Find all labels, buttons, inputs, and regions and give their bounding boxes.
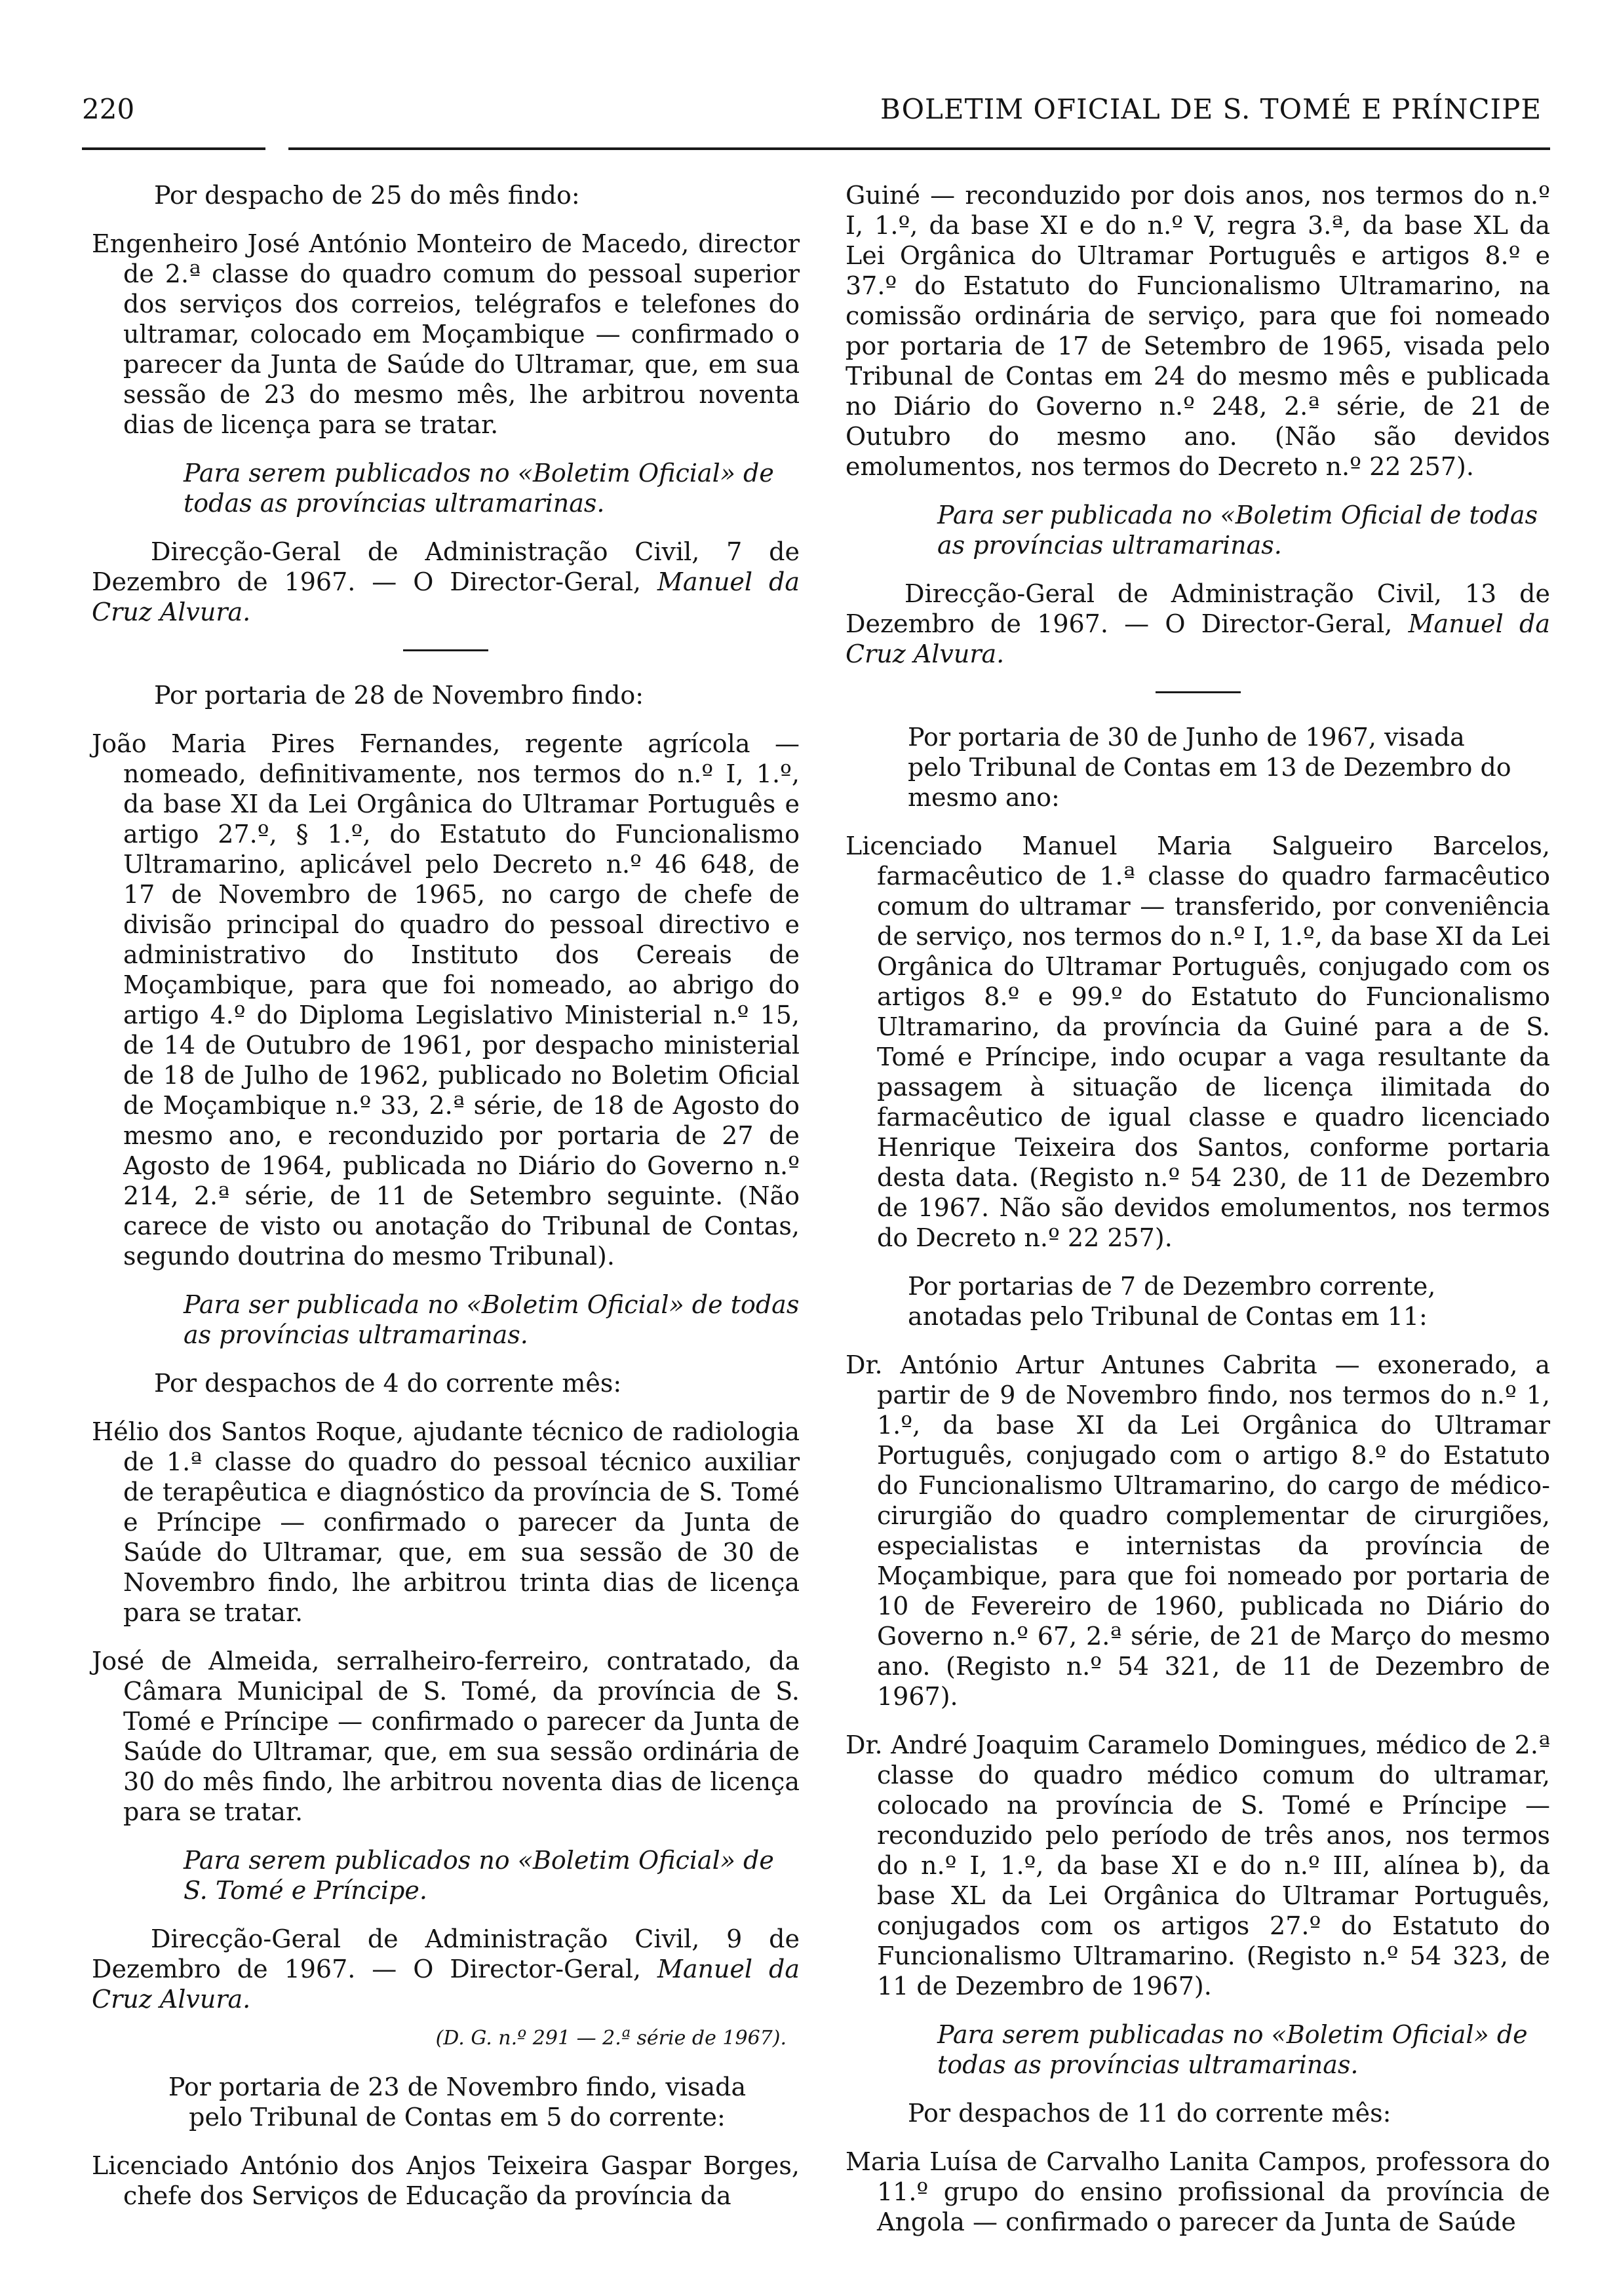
publication-note: Para ser publicada no «Boletim Oficial de todas as províncias ultramarinas. (937, 501, 1538, 560)
appointment-entry: Engenheiro José António Monteiro de Macedo, director de 2.ª classe do quadro comum do pessoal superior dos serviços dos correios, telégrafos e telefones do ultramar, colocado em Moçambique — confirmado o parecer da Junta de Saúde do Ultramar, que, em sua sessão de 23 do mesmo mês, lhe arbitrou noventa dias de licença para se tratar. (92, 229, 800, 439)
signature-text: Direcção-Geral de Administração Civil, 9 de Dezembro de 1967. — O Director-Geral, (92, 1924, 800, 1983)
section-intro: Por despachos de 4 do corrente mês: (154, 1369, 622, 1398)
right-column (846, 180, 1550, 2255)
section-intro: Por portaria de 28 de Novembro findo: (154, 681, 644, 710)
section-intro: Por portarias de 7 de Dezembro corrente, anotadas pelo Tribunal de Contas em 11: (908, 1272, 1436, 1331)
signature-name: Manuel da Cruz Alvura. (92, 1955, 800, 2014)
appointment-entry: Licenciado António dos Anjos Teixeira Gaspar Borges, chefe dos Serviços de Educação da província da (92, 2151, 800, 2210)
signature-name: Manuel da Cruz Alvura. (92, 567, 800, 626)
journal-title: BOLETIM OFICIAL DE S. TOMÉ E PRÍNCIPE (880, 93, 1542, 125)
appointment-entry: Dr. António Artur Antunes Cabrita — exonerado, a partir de 9 de Novembro findo, nos termos do n.º 1, 1.º, da base XI da Lei Orgânica do Ultramar Português, conjugado com o artigo 8.º do Estatuto do Funcionalismo Ultramarino, do cargo de médico-cirurgião do quadro complementar de cirurgiões, especialistas e internistas da província de Moçambique, para que foi nomeado por portaria de 10 de Fevereiro de 1960, publicada no Diário do Governo n.º 67, 2.ª série, de 21 de Março do mesmo ano. (Registo n.º 54 321, de 11 de Dezembro de 1967). (846, 1350, 1550, 1711)
source-reference: (D. G. n.º 291 — 2.ª série de 1967). (435, 2027, 787, 2050)
appointment-entry: Licenciado Manuel Maria Salgueiro Barcelos, farmacêutico de 1.ª classe do quadro farmacêutico comum do ultramar — transferido, por conveniência de serviço, nos termos do n.º I, 1.º, da base XI da Lei Orgânica do Ultramar Português, conjugado com os artigos 8.º e 99.º do Estatuto do Funcionalismo Ultramarino, da província da Guiné para a de S. Tomé e Príncipe, indo ocupar a vaga resultante da passagem à situação de licença ilimitada do farmacêutico de igual classe e quadro licenciado Henrique Teixeira dos Santos, conforme portaria desta data. (Registo n.º 54 230, de 11 de Dezembro de 1967. Não são devidos emolumentos, nos termos do Decreto n.º 22 257). (846, 832, 1550, 1252)
section-intro: Por despacho de 25 do mês findo: (154, 181, 580, 210)
section-intro: Por portaria de 30 de Junho de 1967, visada pelo Tribunal de Contas em 13 de Dezembro do mesmo ano: (908, 723, 1511, 812)
publication-note: Para serem publicados no «Boletim Oficial» de S. Tomé e Príncipe. (184, 1846, 774, 1905)
page-number: 220 (82, 93, 135, 125)
signature-text: Direcção-Geral de Administração Civil, 13 de Dezembro de 1967. — O Director-Geral, (846, 579, 1550, 638)
section-intro: Por despachos de 11 do corrente mês: (908, 2099, 1391, 2128)
header-rule-long (288, 147, 1550, 150)
left-column (92, 180, 800, 2229)
signature-name: Manuel da Cruz Alvura. (846, 609, 1550, 668)
separator-rule (1156, 691, 1241, 693)
appointment-entry-continued: Guiné — reconduzido por dois anos, nos termos do n.º I, 1.º, da base XI e do n.º V, regra 3.ª, da base XL da Lei Orgânica do Ultramar Português e artigos 8.º e 37.º do Estatuto do Funcionalismo Ultramarino, na comissão ordinária de serviço, para que foi nomeado por portaria de 17 de Setembro de 1965, visada pelo Tribunal de Contas em 24 do mesmo mês e publicada no Diário do Governo n.º 248, 2.ª série, de 21 de Outubro do mesmo ano. (Não são devidos emolumentos, nos termos do Decreto n.º 22 257). (846, 181, 1550, 481)
signature-block (92, 1924, 800, 2014)
appointment-entry: Dr. André Joaquim Caramelo Domingues, médico de 2.ª classe do quadro médico comum do ultramar, colocado na província de S. Tomé e Príncipe — reconduzido pelo período de três anos, nos termos do n.º I, 1.º, da base XI e do n.º III, alínea b), da base XL da Lei Orgânica do Ultramar Português, conjugados com os artigos 27.º do Estatuto do Funcionalismo Ultramarino. (Registo n.º 54 323, de 11 de Dezembro de 1967). (846, 1731, 1550, 2000)
page-header (0, 0, 1615, 164)
header-rule-short (82, 147, 265, 150)
section-intro: Por portaria de 23 de Novembro findo, visada pelo Tribunal de Contas em 5 do corrente: (168, 2073, 747, 2132)
signature-block (846, 579, 1550, 669)
appointment-entry: Maria Luísa de Carvalho Lanita Campos, professora do 11.º grupo do ensino profissional da província de Angola — confirmado o parecer da Junta de Saúde (846, 2147, 1550, 2236)
signature-text: Direcção-Geral de Administração Civil, 7 de Dezembro de 1967. — O Director-Geral, (92, 537, 800, 596)
publication-note: Para ser publicada no «Boletim Oficial» de todas as províncias ultramarinas. (184, 1290, 800, 1349)
appointment-entry: Hélio dos Santos Roque, ajudante técnico de radiologia de 1.ª classe do quadro do pessoal técnico auxiliar de terapêutica e diagnóstico da província de S. Tomé e Príncipe — confirmado o parecer da Junta de Saúde do Ultramar, que, em sua sessão de 30 de Novembro findo, lhe arbitrou trinta dias de licença para se tratar. (92, 1417, 800, 1627)
publication-note: Para serem publicados no «Boletim Oficial» de todas as províncias ultramarinas. (184, 459, 774, 518)
appointment-entry: José de Almeida, serralheiro-ferreiro, contratado, da Câmara Municipal de S. Tomé, da província de S. Tomé e Príncipe — confirmado o parecer da Junta de Saúde do Ultramar, que, em sua sessão ordinária de 30 do mês findo, lhe arbitrou noventa dias de licença para se tratar. (92, 1647, 800, 1826)
appointment-entry: João Maria Pires Fernandes, regente agrícola — nomeado, definitivamente, nos termos do n.º I, 1.º, da base XI da Lei Orgânica do Ultramar Português e artigo 27.º, § 1.º, do Estatuto do Funcionalismo Ultramarino, aplicável pelo Decreto n.º 46 648, de 17 de Novembro de 1965, no cargo de chefe de divisão principal do quadro do pessoal directivo e administrativo do Instituto dos Cereais de Moçambique, para que foi nomeado, ao abrigo do artigo 4.º do Diploma Legislativo Ministerial n.º 15, de 14 de Outubro de 1961, por despacho ministerial de 18 de Julho de 1962, publicado no Boletim Oficial de Moçambique n.º 33, 2.ª série, de 18 de Agosto do mesmo ano, e reconduzido por portaria de 27 de Agosto de 1964, publicada no Diário do Governo n.º 214, 2.ª série, de 11 de Setembro seguinte. (Não carece de visto ou anotação do Tribunal de Contas, segundo doutrina do mesmo Tribunal). (92, 729, 800, 1271)
separator-rule (403, 649, 488, 651)
signature-block (92, 537, 800, 627)
publication-note: Para serem publicadas no «Boletim Oficial» de todas as províncias ultramarinas. (937, 2020, 1528, 2079)
